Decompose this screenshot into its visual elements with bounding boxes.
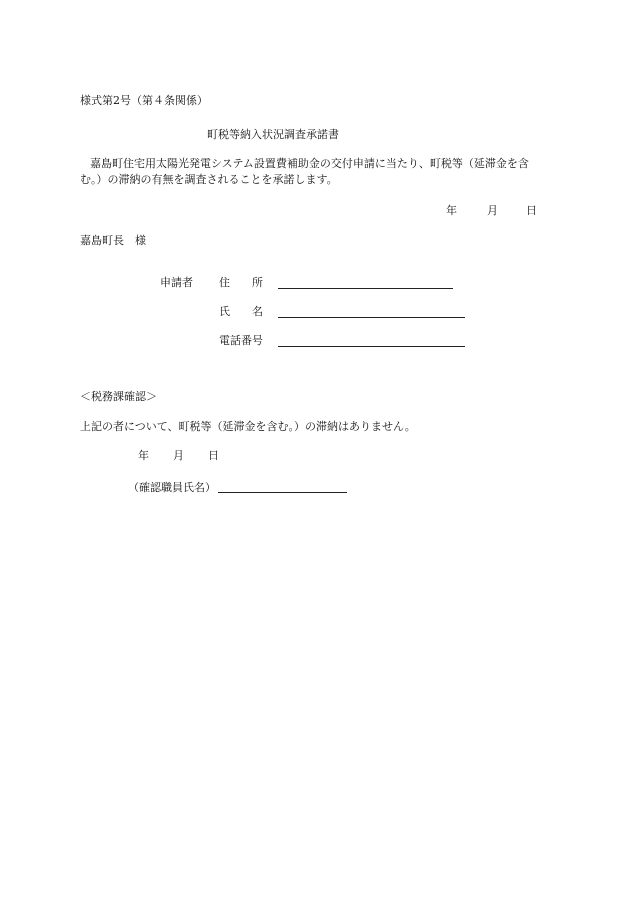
tax-section-heading: ＜税務課確認＞ (80, 390, 157, 403)
address-label: 住 所 (219, 276, 263, 289)
date-year-label: 年 (446, 204, 457, 217)
phone-field[interactable] (278, 346, 465, 347)
staff-name-field[interactable] (218, 492, 347, 493)
name-label: 氏 名 (219, 305, 263, 318)
date-month-label: 月 (487, 204, 498, 217)
body-text-line-2: む。）の滞納の有無を調査されることを承諾します。 (80, 173, 338, 186)
phone-label: 電話番号 (219, 334, 263, 347)
address-field[interactable] (278, 288, 453, 289)
applicant-label: 申請者 (160, 276, 193, 289)
confirm-date-month-label: 月 (173, 449, 184, 462)
staff-name-label: （確認職員氏名） (128, 481, 216, 494)
document-title: 町税等納入状況調査承諾書 (207, 128, 339, 141)
date-day-label: 日 (526, 204, 537, 217)
addressee: 嘉島町長 様 (80, 234, 146, 247)
confirm-date-year-label: 年 (138, 449, 149, 462)
form-number: 様式第2号（第４条関係） (80, 94, 208, 107)
body-text-line-1: 嘉島町住宅用太陽光発電システム設置費補助金の交付申請に当たり、町税等（延滞金を含 (90, 157, 529, 170)
name-field[interactable] (278, 317, 465, 318)
confirm-date-day-label: 日 (208, 449, 219, 462)
tax-section-statement: 上記の者について、町税等（延滞金を含む。）の滞納はありません。 (80, 420, 416, 433)
